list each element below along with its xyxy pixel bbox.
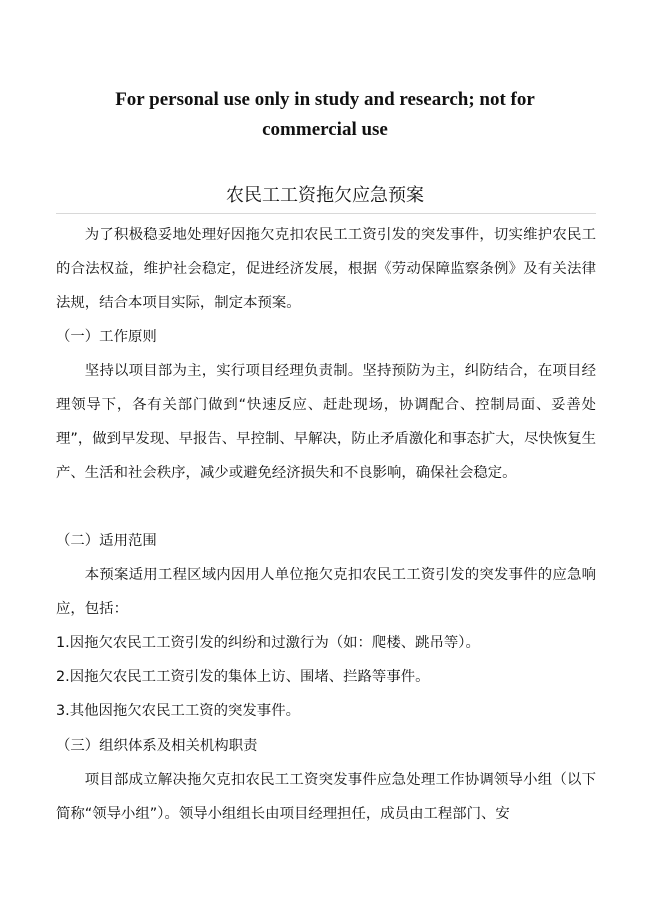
scope-list-item: 1.因拖欠农民工工资引发的纠纷和过激行为（如：爬楼、跳吊等）。 bbox=[56, 635, 480, 651]
scope-paragraph: 本预案适用工程区域内因用人单位拖欠克扣农民工工资引发的突发事件的应急响应，包括： bbox=[56, 567, 596, 617]
section-heading-scope: （二）适用范围 bbox=[56, 533, 157, 549]
disclaimer-line-1: For personal use only in study and research; not for bbox=[115, 89, 535, 110]
section-heading-organization: （三）组织体系及相关机构职责 bbox=[56, 738, 258, 754]
document-title: 农民工工资拖欠应急预案 bbox=[226, 185, 424, 206]
disclaimer-line-2: commercial use bbox=[262, 119, 388, 140]
intro-paragraph: 为了积极稳妥地处理好因拖欠克扣农民工工资引发的突发事件，切实维护农民工的合法权益，维护社会稳定，促进经济发展，根据《劳动保障监察条例》及有关法律法规，结合本项目实际，制定本预案。 bbox=[56, 227, 596, 311]
section-heading-principles: （一）工作原则 bbox=[56, 329, 157, 345]
organization-paragraph: 项目部成立解决拖欠克扣农民工工资突发事件应急处理工作协调领导小组（以下简称“领导小组”）。领导小组组长由项目经理担任，成员由工程部门、安 bbox=[56, 772, 596, 822]
scope-list-item: 3.其他因拖欠农民工工资的突发事件。 bbox=[56, 703, 300, 719]
principles-paragraph: 坚持以项目部为主，实行项目经理负责制。坚持预防为主，纠防结合，在项目经理领导下，各有关部门做到“快速反应、赶赴现场，协调配合、控制局面、妥善处理”，做到早发现、早报告、早控制、早解决，防止矛盾激化和事态扩大，尽快恢复生产、生活和社会秩序，减少或避免经济损失和不良影响，确保社会稳定。 bbox=[56, 363, 596, 481]
scope-list-item: 2.因拖欠农民工工资引发的集体上访、围堵、拦路等事件。 bbox=[56, 669, 430, 685]
title-divider bbox=[56, 213, 596, 214]
